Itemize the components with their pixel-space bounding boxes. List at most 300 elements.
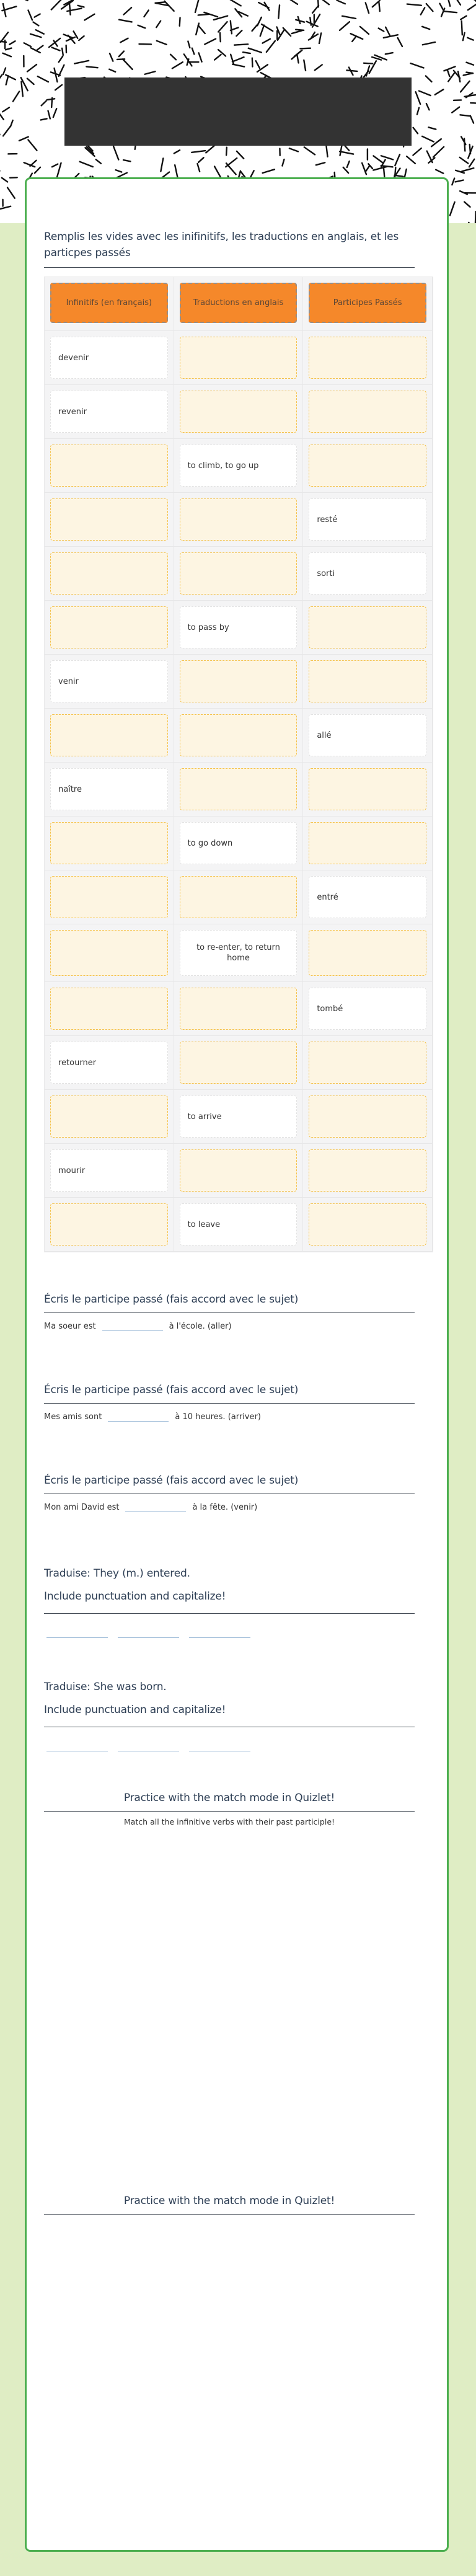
practice-section-2 xyxy=(44,2193,415,2215)
table-cell xyxy=(174,1090,304,1144)
table-cell xyxy=(174,817,304,870)
pattern-stroke xyxy=(373,156,383,163)
drop-zone[interactable] xyxy=(180,714,298,756)
pattern-stroke xyxy=(198,14,209,15)
pattern-stroke xyxy=(7,188,15,198)
pattern-stroke xyxy=(205,39,216,45)
table-cell xyxy=(303,601,433,655)
drop-zone[interactable] xyxy=(50,552,168,595)
drop-zone[interactable] xyxy=(309,445,426,487)
pattern-stroke xyxy=(2,53,11,56)
pattern-stroke xyxy=(469,159,474,167)
word-input-2[interactable] xyxy=(118,1627,179,1638)
sentence-start: Mon ami David est xyxy=(44,1503,120,1512)
pattern-stroke xyxy=(282,159,284,166)
pattern-stroke xyxy=(297,55,298,63)
pattern-stroke xyxy=(439,4,443,11)
table-cell xyxy=(174,763,304,817)
word-card[interactable]: allé xyxy=(309,714,426,756)
drop-zone[interactable] xyxy=(309,606,426,648)
translation-instruction: Include punctuation and capitalize! xyxy=(44,1704,226,1716)
column-header: Traductions en anglais xyxy=(180,283,298,323)
table-cell xyxy=(45,1036,174,1090)
pattern-stroke xyxy=(413,148,421,155)
pattern-stroke xyxy=(175,165,177,177)
table-cell xyxy=(45,655,174,709)
pattern-stroke xyxy=(48,111,50,119)
pattern-stroke xyxy=(460,115,469,116)
drop-zone[interactable] xyxy=(50,930,168,976)
drop-zone[interactable] xyxy=(309,337,426,379)
table-cell xyxy=(303,870,433,924)
table-cell xyxy=(45,439,174,493)
pattern-stroke xyxy=(462,168,474,171)
word-card[interactable]: tombé xyxy=(309,988,426,1030)
question-heading: Écris le participe passé (fais accord avec le sujet) xyxy=(44,1472,415,1494)
pattern-stroke xyxy=(9,41,15,44)
word-card[interactable]: revenir xyxy=(50,391,168,433)
pattern-stroke xyxy=(366,2,369,13)
drop-zone[interactable] xyxy=(180,1042,298,1084)
pattern-stroke xyxy=(188,42,190,48)
table-cell xyxy=(303,924,433,982)
drop-zone[interactable] xyxy=(309,768,426,810)
pattern-stroke xyxy=(386,53,393,54)
pattern-stroke xyxy=(416,92,421,104)
pattern-stroke xyxy=(381,156,393,159)
table-cell xyxy=(303,709,433,763)
pattern-stroke xyxy=(373,167,387,170)
pattern-stroke xyxy=(61,1,73,9)
worksheet-title: Remplis les vides avec les inifinitifs, les traductions en anglais, et les particpes passés xyxy=(44,229,415,268)
pattern-stroke xyxy=(3,68,6,74)
pattern-stroke xyxy=(226,163,236,174)
translation-instruction: Include punctuation and capitalize! xyxy=(44,1590,226,1603)
pattern-stroke xyxy=(33,22,38,26)
word-card[interactable]: to re-enter, to return home xyxy=(180,930,298,976)
pattern-stroke xyxy=(0,75,2,80)
word-card[interactable]: resté xyxy=(309,498,426,541)
pattern-stroke xyxy=(394,175,403,177)
pattern-stroke xyxy=(450,202,455,216)
translation-heading xyxy=(44,1676,415,1727)
pattern-stroke xyxy=(466,63,474,65)
pattern-stroke xyxy=(30,34,41,37)
pattern-stroke xyxy=(86,66,97,68)
pattern-stroke xyxy=(51,0,61,10)
pattern-stroke xyxy=(461,16,466,20)
table-cell xyxy=(303,1198,433,1252)
pattern-stroke xyxy=(452,179,454,185)
pattern-stroke xyxy=(52,164,58,167)
answer-input[interactable] xyxy=(125,1502,186,1512)
pattern-stroke xyxy=(59,65,64,76)
drop-zone[interactable] xyxy=(309,822,426,864)
pattern-stroke xyxy=(252,24,258,31)
drop-zone[interactable] xyxy=(180,988,298,1030)
table-cell xyxy=(174,1198,304,1252)
translation-1 xyxy=(44,1562,415,1638)
drop-zone[interactable] xyxy=(180,552,298,595)
pattern-stroke xyxy=(426,76,432,81)
word-card[interactable]: venir xyxy=(50,660,168,702)
pattern-stroke xyxy=(124,7,132,14)
pattern-stroke xyxy=(116,170,122,172)
pattern-stroke xyxy=(24,43,31,46)
matching-table xyxy=(44,277,433,1252)
question-heading: Écris le participe passé (fais accord avec le sujet) xyxy=(44,1291,415,1313)
pattern-stroke xyxy=(41,118,47,120)
drop-zone[interactable] xyxy=(50,714,168,756)
pattern-stroke xyxy=(292,30,302,33)
table-cell xyxy=(174,385,304,439)
table-cell xyxy=(303,547,433,601)
drop-zone[interactable] xyxy=(180,660,298,702)
pattern-stroke xyxy=(192,48,195,55)
answer-input[interactable] xyxy=(102,1321,163,1331)
pattern-stroke xyxy=(156,21,161,27)
pattern-stroke xyxy=(119,51,124,57)
word-card[interactable]: entré xyxy=(309,876,426,918)
drop-zone[interactable] xyxy=(180,876,298,918)
answer-input[interactable] xyxy=(108,1411,169,1422)
pattern-stroke xyxy=(447,69,450,76)
pattern-stroke xyxy=(286,0,298,4)
table-cell xyxy=(303,493,433,547)
pattern-stroke xyxy=(3,126,11,136)
word-card[interactable]: retourner xyxy=(50,1042,168,1084)
word-card[interactable]: to climb, to go up xyxy=(180,445,298,487)
pattern-stroke xyxy=(57,163,61,177)
pattern-stroke xyxy=(198,25,205,33)
pattern-stroke xyxy=(470,116,474,123)
pattern-stroke xyxy=(19,137,29,141)
table-cell xyxy=(45,817,174,870)
pattern-stroke xyxy=(466,73,473,74)
word-input-1[interactable] xyxy=(46,1627,108,1638)
pattern-stroke xyxy=(256,61,260,68)
pattern-stroke xyxy=(214,55,221,60)
pattern-stroke xyxy=(249,48,262,53)
table-cell xyxy=(303,331,433,385)
word-input-1[interactable] xyxy=(46,1741,108,1751)
pattern-stroke xyxy=(49,38,60,47)
pattern-stroke xyxy=(85,14,95,20)
word-card[interactable]: devenir xyxy=(50,337,168,379)
drop-zone[interactable] xyxy=(309,1042,426,1084)
pattern-stroke xyxy=(243,52,250,53)
header-banner xyxy=(64,77,412,146)
table-cell xyxy=(174,870,304,924)
pattern-stroke xyxy=(198,164,200,172)
pattern-stroke xyxy=(13,92,19,102)
pattern-stroke xyxy=(464,202,470,207)
pattern-stroke xyxy=(28,11,32,20)
table-cell xyxy=(45,763,174,817)
word-card[interactable]: naître xyxy=(50,768,168,810)
pattern-stroke xyxy=(316,162,325,165)
table-cell xyxy=(174,331,304,385)
pattern-stroke xyxy=(395,154,400,166)
table-cell xyxy=(174,439,304,493)
pattern-stroke xyxy=(379,29,384,32)
word-input-3[interactable] xyxy=(189,1741,250,1751)
pattern-stroke xyxy=(300,48,311,49)
table-cell xyxy=(174,982,304,1036)
pattern-stroke xyxy=(263,169,275,173)
pattern-stroke xyxy=(79,36,84,40)
drop-zone[interactable] xyxy=(309,391,426,433)
pattern-stroke xyxy=(422,136,434,142)
pattern-stroke xyxy=(448,0,451,6)
table-cell xyxy=(45,547,174,601)
table-cell xyxy=(174,924,304,982)
word-card[interactable]: sorti xyxy=(309,552,426,595)
pattern-stroke xyxy=(119,20,132,22)
table-cell xyxy=(45,1090,174,1144)
word-card[interactable]: to arrive xyxy=(180,1095,298,1138)
pattern-stroke xyxy=(365,166,369,172)
drop-zone[interactable] xyxy=(309,1149,426,1192)
pattern-stroke xyxy=(232,64,244,67)
pattern-stroke xyxy=(192,151,205,153)
question-2 xyxy=(44,1382,415,1422)
sentence-end: à l'école. (aller) xyxy=(169,1322,232,1331)
table-cell xyxy=(303,1144,433,1198)
pattern-stroke xyxy=(407,4,421,6)
drop-zone[interactable] xyxy=(180,768,298,810)
pattern-stroke xyxy=(352,37,356,42)
drop-zone[interactable] xyxy=(309,660,426,702)
pattern-stroke xyxy=(59,56,63,63)
pattern-stroke xyxy=(74,61,89,64)
pattern-stroke xyxy=(220,33,221,42)
table-cell xyxy=(45,870,174,924)
drop-zone[interactable] xyxy=(50,876,168,918)
pattern-stroke xyxy=(468,4,476,10)
pattern-stroke xyxy=(433,147,444,157)
table-cell xyxy=(45,982,174,1036)
pattern-stroke xyxy=(0,113,4,120)
pattern-stroke xyxy=(80,162,93,167)
pattern-stroke xyxy=(117,59,125,60)
pattern-stroke xyxy=(172,62,183,68)
table-cell xyxy=(45,924,174,982)
pattern-stroke xyxy=(319,33,321,43)
pattern-stroke xyxy=(312,6,319,13)
pattern-stroke xyxy=(428,127,436,129)
translation-heading xyxy=(44,1562,415,1614)
pattern-stroke xyxy=(47,99,55,100)
pattern-stroke xyxy=(407,156,415,163)
pattern-stroke xyxy=(52,48,60,51)
pattern-stroke xyxy=(38,76,48,82)
drop-zone[interactable] xyxy=(180,391,298,433)
table-cell xyxy=(303,439,433,493)
pattern-stroke xyxy=(53,108,56,117)
word-card[interactable]: mourir xyxy=(50,1149,168,1192)
pattern-stroke xyxy=(62,48,63,55)
column-header: Infinitifs (en français) xyxy=(50,283,168,323)
question-3 xyxy=(44,1472,415,1512)
pattern-stroke xyxy=(69,4,70,14)
pattern-stroke xyxy=(236,30,242,36)
pattern-stroke xyxy=(444,11,457,12)
drop-zone[interactable] xyxy=(50,822,168,864)
pattern-stroke xyxy=(452,107,459,113)
pattern-stroke xyxy=(36,30,44,34)
practice-section-1 xyxy=(44,1790,415,1826)
pattern-stroke xyxy=(232,57,244,61)
pattern-stroke xyxy=(267,41,275,52)
sentence-end: à 10 heures. (arriver) xyxy=(175,1412,261,1422)
pattern-stroke xyxy=(467,38,473,40)
drop-zone[interactable] xyxy=(309,930,426,976)
pattern-stroke xyxy=(165,1,174,11)
pattern-stroke xyxy=(346,70,357,71)
pattern-stroke xyxy=(381,166,393,167)
pattern-stroke xyxy=(2,107,9,112)
pattern-stroke xyxy=(145,71,156,74)
header-cell xyxy=(174,277,304,331)
pattern-stroke xyxy=(417,108,419,115)
table-cell xyxy=(174,1144,304,1198)
column-header: Participes Passés xyxy=(309,283,426,323)
word-card[interactable]: to pass by xyxy=(180,606,298,648)
pattern-stroke xyxy=(51,98,52,107)
pattern-stroke xyxy=(360,27,369,34)
pattern-stroke xyxy=(260,25,264,37)
pattern-stroke xyxy=(460,157,468,164)
pattern-stroke xyxy=(422,27,430,29)
pattern-stroke xyxy=(310,17,311,25)
table-cell xyxy=(303,655,433,709)
drop-zone[interactable] xyxy=(50,1203,168,1246)
pattern-stroke xyxy=(6,76,9,84)
drop-zone[interactable] xyxy=(309,1203,426,1246)
pattern-stroke xyxy=(198,157,203,162)
pattern-stroke xyxy=(6,48,12,50)
pattern-stroke xyxy=(120,38,128,43)
pattern-stroke xyxy=(343,167,349,173)
pattern-stroke xyxy=(456,180,464,182)
table-cell xyxy=(174,493,304,547)
table-cell xyxy=(303,385,433,439)
table-cell xyxy=(174,601,304,655)
pattern-stroke xyxy=(11,120,13,126)
pattern-stroke xyxy=(109,69,115,72)
word-input-3[interactable] xyxy=(189,1627,250,1638)
drop-zone[interactable] xyxy=(50,445,168,487)
drop-zone[interactable] xyxy=(50,1095,168,1138)
translation-2 xyxy=(44,1676,415,1751)
pattern-stroke xyxy=(342,16,356,19)
drop-zone[interactable] xyxy=(50,988,168,1030)
pattern-stroke xyxy=(426,104,430,110)
drop-zone[interactable] xyxy=(309,1095,426,1138)
pattern-stroke xyxy=(55,85,62,90)
pattern-stroke xyxy=(304,60,306,71)
pattern-stroke xyxy=(419,91,431,95)
pattern-stroke xyxy=(161,158,163,171)
drop-zone[interactable] xyxy=(180,1149,298,1192)
pattern-stroke xyxy=(289,148,298,151)
pattern-stroke xyxy=(229,0,241,6)
pattern-stroke xyxy=(21,82,22,97)
pattern-stroke xyxy=(218,22,227,32)
translation-prompt: Traduise: She was born. xyxy=(44,1681,167,1693)
pattern-stroke xyxy=(456,0,461,5)
pattern-stroke xyxy=(326,145,327,157)
pattern-stroke xyxy=(340,22,350,30)
pattern-stroke xyxy=(231,21,232,34)
pattern-stroke xyxy=(278,5,280,18)
practice-instruction: Match all the infinitive verbs with their past participle! xyxy=(123,1817,335,1826)
word-input-2[interactable] xyxy=(118,1741,179,1751)
table-cell xyxy=(174,547,304,601)
drop-zone[interactable] xyxy=(180,498,298,541)
drop-zone[interactable] xyxy=(50,498,168,541)
pattern-stroke xyxy=(386,27,390,36)
table-cell xyxy=(45,331,174,385)
pattern-stroke xyxy=(78,6,84,7)
pattern-stroke xyxy=(398,38,402,46)
table-cell xyxy=(303,1090,433,1144)
pattern-stroke xyxy=(199,53,202,61)
pattern-stroke xyxy=(37,46,43,50)
pattern-stroke xyxy=(195,0,198,12)
pattern-stroke xyxy=(96,159,101,164)
pattern-stroke xyxy=(252,58,253,67)
pattern-stroke xyxy=(421,7,425,14)
pattern-stroke xyxy=(384,35,398,38)
table-cell xyxy=(174,709,304,763)
drop-zone[interactable] xyxy=(180,337,298,379)
header-cell xyxy=(45,277,174,331)
word-card[interactable]: to leave xyxy=(180,1203,298,1246)
pattern-stroke xyxy=(263,39,270,43)
pattern-stroke xyxy=(170,55,176,60)
pattern-stroke xyxy=(226,148,227,156)
sentence-start: Ma soeur est xyxy=(44,1322,96,1331)
practice-heading: Practice with the match mode in Quizlet! xyxy=(44,1790,415,1812)
pattern-stroke xyxy=(461,81,470,92)
pattern-stroke xyxy=(28,139,37,150)
drop-zone[interactable] xyxy=(50,606,168,648)
header-cell xyxy=(303,277,433,331)
pattern-stroke xyxy=(123,160,130,161)
pattern-stroke xyxy=(35,167,40,173)
pattern-stroke xyxy=(20,0,27,1)
question-heading: Écris le participe passé (fais accord avec le sujet) xyxy=(44,1382,415,1404)
pattern-stroke xyxy=(423,42,435,45)
pattern-stroke xyxy=(340,151,353,154)
pattern-stroke xyxy=(237,151,244,159)
pattern-stroke xyxy=(110,53,113,61)
pattern-stroke xyxy=(157,41,167,45)
pattern-stroke xyxy=(55,68,58,82)
table-cell xyxy=(303,982,433,1036)
pattern-stroke xyxy=(463,33,465,40)
table-cell xyxy=(174,655,304,709)
table-cell xyxy=(303,1036,433,1090)
table-cell xyxy=(45,385,174,439)
word-card[interactable]: to go down xyxy=(180,822,298,864)
pattern-stroke xyxy=(42,101,46,106)
table-cell xyxy=(45,1198,174,1252)
table-cell xyxy=(303,817,433,870)
table-cell xyxy=(45,601,174,655)
